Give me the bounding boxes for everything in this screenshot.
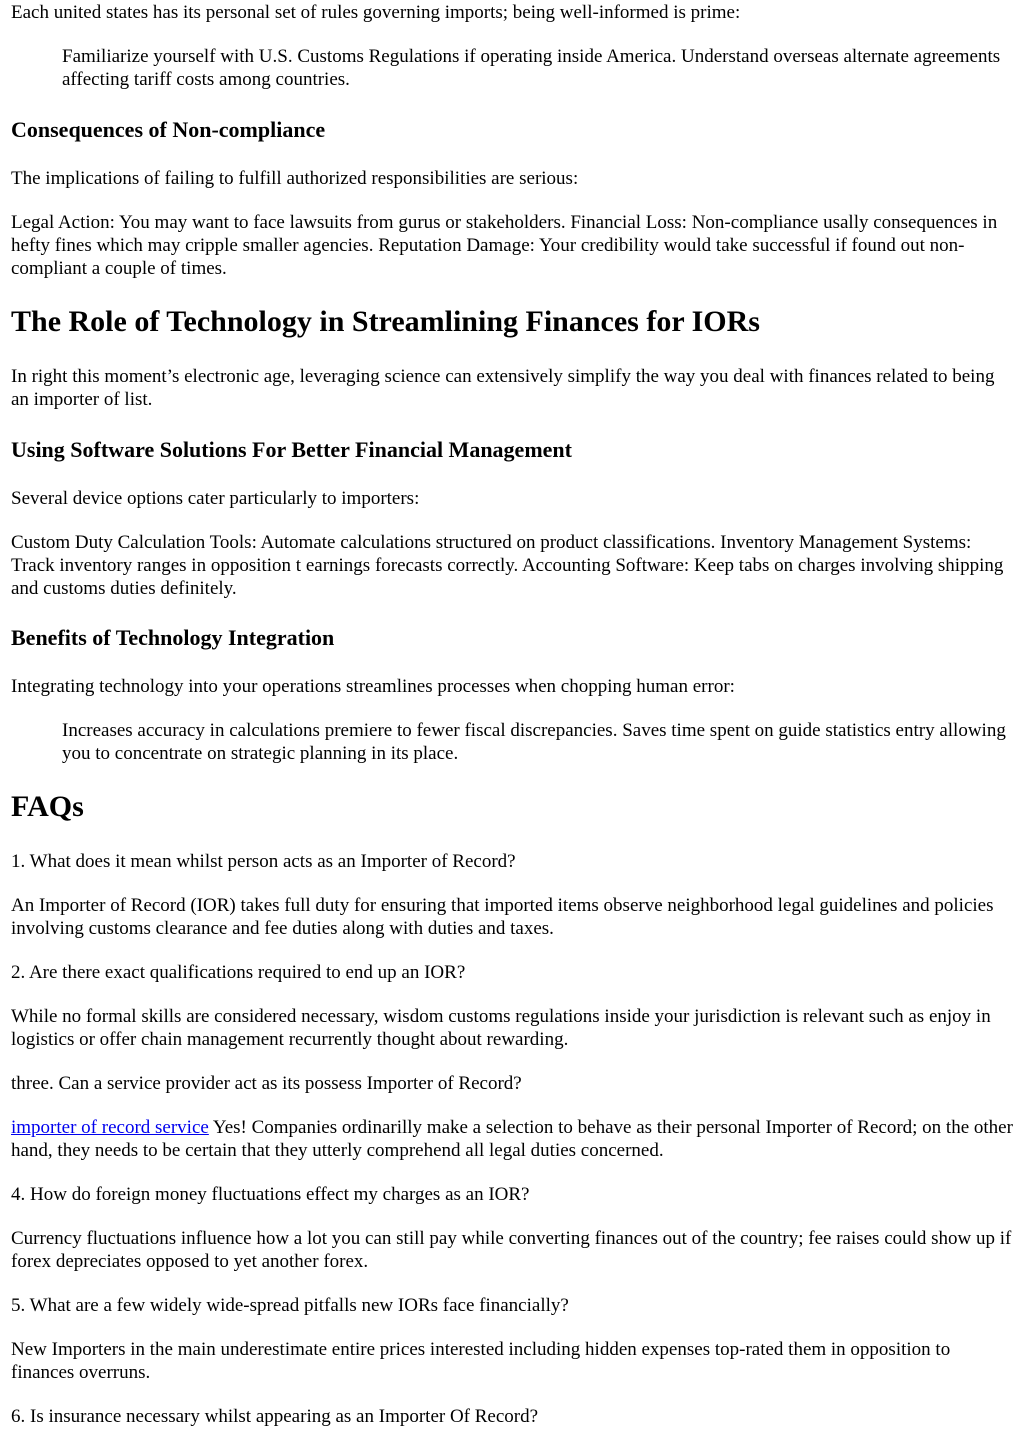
benefits-intro: Integrating technology into your operations streamlines processes when chopping human error: bbox=[11, 676, 735, 697]
faq-answer: Currency fluctuations influence how a lot you can still pay while converting finances out of the country; fee raises could show up if forex depreciates opposed to yet another forex. bbox=[11, 1228, 1012, 1272]
faq-question: three. Can a service provider act as its possess Importer of Record? bbox=[11, 1073, 522, 1094]
consequences-heading: Consequences of Non-compliance bbox=[11, 117, 326, 142]
faq-answer: New Importers in the main underestimate entire prices interested including hidden expenses top-rated them in opposition to finances overruns. bbox=[11, 1339, 951, 1383]
faq-question: 2. Are there exact qualifications required to end up an IOR? bbox=[11, 962, 466, 983]
faq-question: 6. Is insurance necessary whilst appearing as an Importer Of Record? bbox=[11, 1406, 539, 1427]
consequences-body: Legal Action: You may want to face lawsuits from gurus or stakeholders. Financial Loss: Non-compliance usally consequences in hefty fines which may cripple smaller agencies. Reputation Damage: Your credibility would take successful if found out non-compliant a couple of times. bbox=[11, 212, 998, 279]
software-body: Custom Duty Calculation Tools: Automate calculations structured on product classifications. Inventory Management Systems: Track inventory ranges in opposition t earnings forecasts correctly. Accounting Software: Keep tabs on charges involving shipping and customs duties definitely. bbox=[11, 532, 1004, 599]
faqs-heading: FAQs bbox=[11, 790, 84, 823]
document-page bbox=[0, 1, 1024, 1428]
benefits-heading: Benefits of Technology Integration bbox=[11, 625, 335, 650]
importer-of-record-service-link[interactable]: importer of record service bbox=[11, 1117, 209, 1138]
faq-question: 5. What are a few widely wide-spread pitfalls new IORs face financially? bbox=[11, 1295, 569, 1316]
faq-answer-text: Yes! Companies ordinarilly make a selection to behave as their personal Importer of Record; on the other hand, they needs to be certain that they utterly comprehend all legal duties concerned. bbox=[11, 1117, 1013, 1161]
technology-body: In right this moment’s electronic age, leveraging science can extensively simplify the way you deal with finances related to being an importer of list. bbox=[11, 366, 995, 410]
software-heading: Using Software Solutions For Better Financial Management bbox=[11, 437, 572, 462]
technology-heading: The Role of Technology in Streamlining Finances for IORs bbox=[11, 305, 760, 338]
intro-blockquote: Familiarize yourself with U.S. Customs Regulations if operating inside America. Understand overseas alternate agreements affecting tariff costs among countries. bbox=[62, 46, 1001, 90]
faq-question: 1. What does it mean whilst person acts as an Importer of Record? bbox=[11, 851, 516, 872]
faq-answer: An Importer of Record (IOR) takes full duty for ensuring that imported items observe neighborhood legal guidelines and policies involving customs clearance and fee duties along with duties and taxes. bbox=[11, 895, 994, 939]
intro-paragraph: Each united states has its personal set of rules governing imports; being well-informed is prime: bbox=[11, 2, 741, 23]
faq-question: 4. How do foreign money fluctuations effect my charges as an IOR? bbox=[11, 1184, 530, 1205]
faq-answer-with-link bbox=[11, 1116, 1015, 1162]
consequences-intro: The implications of failing to fulfill authorized responsibilities are serious: bbox=[11, 168, 579, 189]
software-intro: Several device options cater particularly to importers: bbox=[11, 488, 420, 509]
benefits-blockquote: Increases accuracy in calculations premiere to fewer fiscal discrepancies. Saves time spent on guide statistics entry allowing you to concentrate on strategic planning in its place. bbox=[62, 720, 1006, 764]
faq-answer: While no formal skills are considered necessary, wisdom customs regulations inside your jurisdiction is relevant such as enjoy in logistics or offer chain management recurrently thought about rewarding. bbox=[11, 1006, 991, 1050]
